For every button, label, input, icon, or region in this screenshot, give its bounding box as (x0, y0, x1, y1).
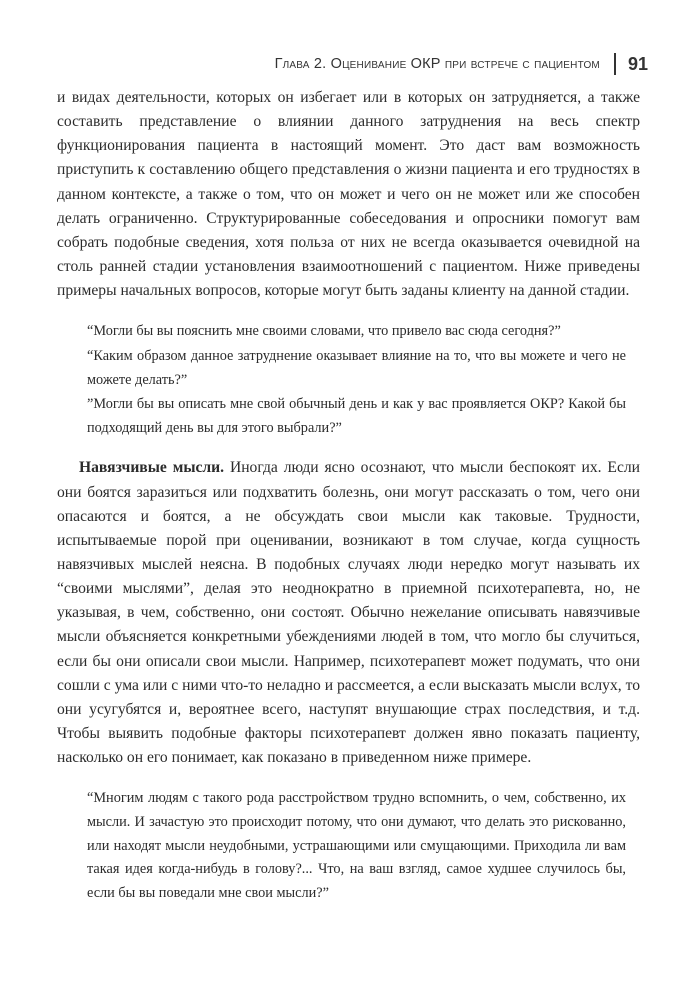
header-divider (614, 53, 616, 75)
page-body (57, 86, 640, 921)
chapter-title: Глава 2. Оценивание ОКР при встрече с пациентом (274, 56, 600, 72)
example-quote-block (87, 787, 626, 905)
paragraph-1: и видах деятельности, которых он избегает или в которых он затрудняется, а также составить представление о влиянии данного затруднения на весь спектр функционирования пациента в настоящий момент. Это даст вам возможность приступить к составлению общего представления о жизни пациента и его трудностях в данном контексте, а также о том, что он может и чего он не может или же способен делать ограниченно. Структурированные собеседования и опросники помогут вам собрать подобные сведения, хотя польза от них не всегда оказывается очевидной на столь ранней стадии установления взаимоотношений с пациентом. Ниже приведены примеры начальных вопросов, которые могут быть заданы клиенту на данной стадии. (57, 89, 640, 300)
example-quote: “Многим людям с такого рода расстройством трудно вспомнить, о чем, собственно, их мысли. И зачастую это происходит потому, что они думают, что делать это рискованно, или находят мысли неудобными, устрашающими или смущающими. Приходила ли вам такая идея когда-нибудь в голову?... Что, на ваш взгляд, самое худшее случилось бы, если бы вы поведали мне свои мысли?” (87, 790, 626, 901)
page-number: 91 (627, 53, 648, 74)
paragraph-2-text: Иногда люди ясно осознают, что мысли беспокоят их. Если они боятся заразиться или подхватить болезнь, они могут рассказать о том, чего они опасаются и боятся, а не обсуждать свои мысли как таковые. Трудности, испытываемые порой при оценивании, возникают в том случае, когда сущность навязчивых мыслей неясна. В подобных случаях люди нередко могут называть их “своими мыслями”, делая это неоднократно в приемной психотерапевта, но, не указывая, в чем, собственно, они состоят. Обычно нежелание описывать навязчивые мысли объясняется конкретными убеждениями людей в том, что могло бы случиться, если бы они описали свои мысли. Например, психотерапевт может подумать, что они сошли с ума или с ними что-то неладно и рассмеется, а если высказать мысли вслух, то они усугубятся и, вероятнее всего, наступят внушающие страх последствия, и т.д. Чтобы выявить подобные факторы психотерапевт должен явно показать пациенту, насколько он его понимает, как показано в приведенном ниже примере. (57, 459, 640, 767)
example-question-3: ”Могли бы вы описать мне свой обычный день и как у вас проявляется ОКР? Какой бы подходящий день вы для этого выбрали?” (87, 396, 626, 436)
paragraph-2 (57, 456, 640, 770)
running-header (80, 53, 648, 75)
example-questions (87, 320, 626, 440)
example-question-2: “Каким образом данное затруднение оказывает влияние на то, что вы можете и чего не можете делать?” (87, 348, 626, 388)
example-question-1: “Могли бы вы пояснить мне своими словами, что привело вас сюда сегодня?” (87, 323, 561, 340)
section-heading-obsessive-thoughts: Навязчивые мысли. (79, 459, 225, 477)
